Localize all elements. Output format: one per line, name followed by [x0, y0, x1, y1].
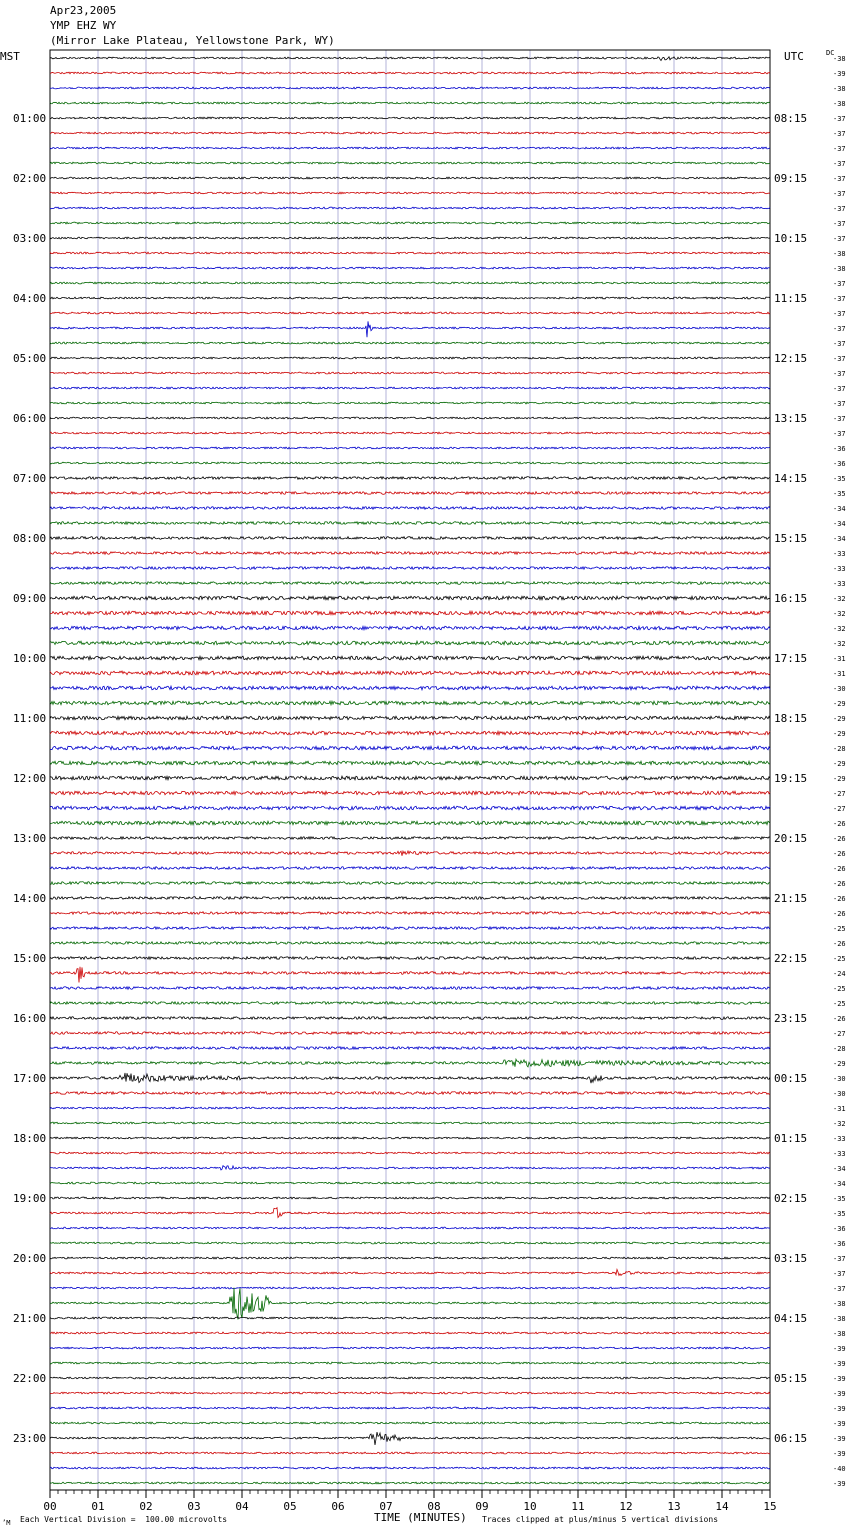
utc-hour-label: 13:15 [774, 412, 808, 425]
utc-hour-label: 14:15 [774, 472, 808, 485]
dc-offset-label: -26 [833, 910, 846, 918]
utc-hour-label: 01:15 [774, 1132, 808, 1145]
dc-offset-label: -26 [833, 865, 846, 873]
dc-offset-label: -39 [833, 1375, 846, 1383]
trace-89 [50, 1392, 770, 1394]
dc-offset-label: -39 [833, 1420, 846, 1428]
utc-hour-label: 17:15 [774, 652, 808, 665]
trace-17 [50, 312, 770, 314]
dc-offset-label: -25 [833, 985, 846, 993]
trace-92 [50, 1432, 770, 1445]
mst-hour-label: 17:00 [13, 1072, 47, 1085]
dc-offset-label: -28 [833, 1045, 846, 1053]
dc-offset-label: -35 [833, 1195, 846, 1203]
trace-80 [50, 1257, 770, 1259]
trace-9 [50, 192, 770, 194]
dc-offset-label: -37 [833, 430, 846, 438]
dc-offset-label: -35 [833, 475, 846, 483]
dc-offset-label: -37 [833, 340, 846, 348]
dc-offset-label: -39 [833, 1345, 846, 1353]
mst-hour-label: 08:00 [13, 532, 47, 545]
dc-offset-label: -33 [833, 1135, 846, 1143]
mst-hour-label: 04:00 [13, 292, 47, 305]
trace-94 [50, 1467, 770, 1469]
dc-offset-label: -25 [833, 955, 846, 963]
dc-offset-label: -27 [833, 805, 846, 813]
dc-offset-label: -30 [833, 1090, 846, 1098]
mst-hour-label: 14:00 [13, 892, 47, 905]
trace-32 [50, 537, 770, 540]
x-tick-label: 12 [619, 1500, 633, 1513]
trace-4 [50, 117, 770, 119]
dc-offset-label: -26 [833, 940, 846, 948]
dc-offset-label: -37 [833, 160, 846, 168]
utc-hour-label: 02:15 [774, 1192, 808, 1205]
x-tick-label: 08 [427, 1500, 441, 1513]
trace-40 [50, 656, 770, 660]
trace-34 [50, 567, 770, 570]
trace-5 [50, 132, 770, 134]
dc-offset-label: -37 [833, 115, 846, 123]
utc-hour-label: 00:15 [774, 1072, 808, 1085]
dc-offset-label: -36 [833, 460, 846, 468]
dc-offset-label: -38 [833, 1300, 846, 1308]
trace-42 [50, 686, 770, 690]
trace-11 [50, 222, 770, 224]
dc-offset-label: -37 [833, 385, 846, 393]
dc-offset-label: -38 [833, 1315, 846, 1323]
mst-hour-label: 07:00 [13, 472, 47, 485]
trace-87 [50, 1362, 770, 1364]
dc-offset-label: -29 [833, 715, 846, 723]
x-tick-label: 07 [379, 1500, 393, 1513]
dc-offset-label: -36 [833, 1225, 846, 1233]
trace-43 [50, 701, 770, 705]
dc-offset-label: -37 [833, 130, 846, 138]
left-timezone-label: MST [0, 50, 20, 63]
x-tick-label: 04 [235, 1500, 249, 1513]
trace-60 [50, 957, 770, 960]
trace-35 [50, 582, 770, 585]
trace-21 [50, 372, 770, 374]
trace-68 [50, 1073, 770, 1083]
trace-73 [50, 1152, 770, 1154]
x-tick-label: 11 [571, 1500, 585, 1513]
dc-offset-label: -37 [833, 355, 846, 363]
trace-27 [50, 462, 770, 464]
trace-82 [50, 1287, 770, 1289]
dc-offset-label: -37 [833, 280, 846, 288]
trace-64 [50, 1017, 770, 1020]
dc-offset-label: -35 [833, 1210, 846, 1218]
dc-offset-label: -38 [833, 85, 846, 93]
dc-offset-label: -34 [833, 1180, 846, 1188]
trace-18 [50, 321, 770, 337]
dc-offset-label: -29 [833, 730, 846, 738]
dc-offset-label: -32 [833, 640, 846, 648]
trace-81 [50, 1270, 770, 1276]
dc-offset-label: -31 [833, 670, 846, 678]
trace-67 [50, 1059, 770, 1067]
trace-6 [50, 147, 770, 149]
trace-62 [50, 987, 770, 990]
station-date: Apr23,2005 [50, 4, 117, 17]
trace-59 [50, 942, 770, 945]
trace-31 [50, 522, 770, 525]
trace-29 [50, 492, 770, 495]
trace-91 [50, 1422, 770, 1424]
dc-offset-label: -27 [833, 1030, 846, 1038]
plot-frame [50, 50, 770, 1490]
trace-22 [50, 387, 770, 389]
trace-46 [50, 746, 770, 750]
x-tick-label: 05 [283, 1500, 297, 1513]
dc-offset-label: -34 [833, 520, 846, 528]
trace-10 [50, 207, 770, 209]
dc-offset-label: -37 [833, 415, 846, 423]
trace-45 [50, 731, 770, 735]
trace-55 [50, 882, 770, 885]
dc-offset-label: -30 [833, 1075, 846, 1083]
dc-offset-label: -31 [833, 1105, 846, 1113]
trace-70 [50, 1107, 770, 1109]
x-tick-label: 13 [667, 1500, 681, 1513]
dc-offset-label: -25 [833, 925, 846, 933]
trace-52 [50, 837, 770, 840]
trace-25 [50, 432, 770, 434]
mst-hour-label: 18:00 [13, 1132, 47, 1145]
trace-95 [50, 1482, 770, 1484]
dc-offset-label: -40 [833, 1465, 846, 1473]
trace-37 [50, 611, 770, 615]
dc-offset-label: -39 [833, 1435, 846, 1443]
dc-offset-label: -36 [833, 445, 846, 453]
dc-offset-label: -39 [833, 1480, 846, 1488]
x-axis-title: TIME (MINUTES) [374, 1511, 467, 1524]
trace-7 [50, 162, 770, 164]
mst-hour-label: 09:00 [13, 592, 47, 605]
trace-20 [50, 357, 770, 359]
dc-offset-label: -37 [833, 190, 846, 198]
mst-hour-label: 22:00 [13, 1372, 47, 1385]
dc-offset-label: -34 [833, 1165, 846, 1173]
dc-offset-label: -24 [833, 970, 846, 978]
trace-84 [50, 1317, 770, 1319]
utc-hour-label: 22:15 [774, 952, 808, 965]
trace-1 [50, 72, 770, 74]
dc-offset-label: -37 [833, 235, 846, 243]
trace-57 [50, 912, 770, 915]
mst-hour-label: 10:00 [13, 652, 47, 665]
trace-15 [50, 282, 770, 284]
utc-hour-label: 20:15 [774, 832, 808, 845]
corner-mark: ’M [2, 1519, 11, 1527]
trace-65 [50, 1032, 770, 1035]
dc-offset-label: -37 [833, 205, 846, 213]
trace-77 [50, 1208, 770, 1218]
mst-hour-label: 12:00 [13, 772, 47, 785]
dc-offset-label: -39 [833, 70, 846, 78]
trace-76 [50, 1197, 770, 1199]
trace-75 [50, 1182, 770, 1184]
mst-hour-label: 05:00 [13, 352, 47, 365]
utc-hour-label: 15:15 [774, 532, 808, 545]
trace-85 [50, 1332, 770, 1334]
x-tick-label: 02 [139, 1500, 153, 1513]
x-tick-label: 10 [523, 1500, 537, 1513]
mst-hour-label: 13:00 [13, 832, 47, 845]
trace-30 [50, 507, 770, 510]
trace-36 [50, 596, 770, 600]
dc-offset-label: -33 [833, 565, 846, 573]
trace-50 [50, 806, 770, 810]
dc-offset-label: -34 [833, 505, 846, 513]
trace-16 [50, 297, 770, 299]
mst-hour-label: 03:00 [13, 232, 47, 245]
utc-hour-label: 12:15 [774, 352, 808, 365]
utc-hour-label: 19:15 [774, 772, 808, 785]
trace-79 [50, 1242, 770, 1244]
mst-hour-label: 06:00 [13, 412, 47, 425]
station-code: YMP EHZ WY [50, 19, 117, 32]
trace-39 [50, 641, 770, 645]
trace-41 [50, 671, 770, 675]
trace-71 [50, 1122, 770, 1124]
clipping-note: Traces clipped at plus/minus 5 vertical divisions [482, 1515, 719, 1524]
mst-hour-label: 19:00 [13, 1192, 47, 1205]
trace-33 [50, 552, 770, 555]
trace-28 [50, 477, 770, 480]
trace-74 [50, 1166, 770, 1170]
trace-23 [50, 402, 770, 404]
trace-90 [50, 1407, 770, 1409]
trace-69 [50, 1092, 770, 1095]
dc-offset-label: -33 [833, 1150, 846, 1158]
utc-hour-label: 10:15 [774, 232, 808, 245]
trace-12 [50, 237, 770, 239]
trace-38 [50, 626, 770, 630]
dc-offset-label: -29 [833, 1060, 846, 1068]
dc-offset-label: -32 [833, 610, 846, 618]
mst-hour-label: 16:00 [13, 1012, 47, 1025]
trace-26 [50, 447, 770, 449]
trace-61 [50, 967, 770, 983]
trace-44 [50, 716, 770, 720]
x-tick-label: 00 [43, 1500, 57, 1513]
dc-offset-label: -37 [833, 220, 846, 228]
mst-hour-label: 21:00 [13, 1312, 47, 1325]
dc-offset-label: -26 [833, 835, 846, 843]
dc-offset-label: -29 [833, 760, 846, 768]
dc-offset-label: -37 [833, 400, 846, 408]
scale-note: Each Vertical Division = 100.00 microvolts [20, 1515, 228, 1524]
dc-offset-label: -37 [833, 145, 846, 153]
dc-offset-label: -25 [833, 1000, 846, 1008]
dc-offset-label: -38 [833, 1330, 846, 1338]
dc-offset-label: -26 [833, 880, 846, 888]
dc-offset-label: -35 [833, 490, 846, 498]
utc-hour-label: 05:15 [774, 1372, 808, 1385]
trace-83 [50, 1288, 770, 1320]
dc-offset-label: -39 [833, 1360, 846, 1368]
utc-hour-label: 06:15 [774, 1432, 808, 1445]
trace-53 [50, 851, 770, 856]
dc-offset-label: -32 [833, 595, 846, 603]
dc-offset-label: -38 [833, 55, 846, 63]
dc-offset-label: -39 [833, 1405, 846, 1413]
x-tick-label: 14 [715, 1500, 729, 1513]
trace-24 [50, 417, 770, 419]
x-tick-label: 03 [187, 1500, 201, 1513]
trace-58 [50, 927, 770, 930]
dc-offset-label: -26 [833, 850, 846, 858]
utc-hour-label: 03:15 [774, 1252, 808, 1265]
x-tick-label: 06 [331, 1500, 345, 1513]
dc-offset-label: -39 [833, 1390, 846, 1398]
dc-offset-label: -32 [833, 625, 846, 633]
utc-hour-label: 09:15 [774, 172, 808, 185]
dc-offset-label: -39 [833, 1450, 846, 1458]
dc-offset-label: -37 [833, 1255, 846, 1263]
dc-offset-label: -30 [833, 685, 846, 693]
trace-47 [50, 761, 770, 765]
utc-hour-label: 21:15 [774, 892, 808, 905]
dc-offset-label: -37 [833, 1285, 846, 1293]
trace-54 [50, 867, 770, 870]
utc-hour-label: 04:15 [774, 1312, 808, 1325]
dc-offset-label: -37 [833, 295, 846, 303]
trace-3 [50, 102, 770, 104]
utc-hour-label: 16:15 [774, 592, 808, 605]
trace-93 [50, 1452, 770, 1454]
x-tick-label: 15 [763, 1500, 777, 1513]
utc-hour-label: 18:15 [774, 712, 808, 725]
dc-offset-label: -31 [833, 655, 846, 663]
mst-hour-label: 23:00 [13, 1432, 47, 1445]
dc-offset-label: -29 [833, 775, 846, 783]
mst-hour-label: 11:00 [13, 712, 47, 725]
trace-8 [50, 177, 770, 179]
dc-offset-label: -38 [833, 250, 846, 258]
dc-offset-label: -37 [833, 325, 846, 333]
mst-hour-label: 02:00 [13, 172, 47, 185]
trace-49 [50, 791, 770, 795]
dc-offset-label: -34 [833, 535, 846, 543]
dc-offset-header: DC [826, 49, 835, 57]
utc-hour-label: 08:15 [774, 112, 808, 125]
trace-88 [50, 1377, 770, 1379]
x-tick-label: 09 [475, 1500, 489, 1513]
utc-hour-label: 11:15 [774, 292, 808, 305]
dc-offset-label: -28 [833, 745, 846, 753]
trace-51 [50, 821, 770, 825]
trace-78 [50, 1227, 770, 1229]
dc-offset-label: -37 [833, 370, 846, 378]
trace-56 [50, 897, 770, 900]
utc-hour-label: 23:15 [774, 1012, 808, 1025]
dc-offset-label: -27 [833, 790, 846, 798]
trace-13 [50, 252, 770, 254]
dc-offset-label: -29 [833, 700, 846, 708]
trace-48 [50, 776, 770, 780]
trace-0 [50, 57, 770, 61]
dc-offset-label: -26 [833, 820, 846, 828]
dc-offset-label: -37 [833, 1270, 846, 1278]
dc-offset-label: -38 [833, 100, 846, 108]
x-tick-label: 01 [91, 1500, 105, 1513]
dc-offset-label: -37 [833, 175, 846, 183]
dc-offset-label: -33 [833, 580, 846, 588]
trace-72 [50, 1137, 770, 1139]
trace-63 [50, 1002, 770, 1005]
station-location: (Mirror Lake Plateau, Yellowstone Park, WY) [50, 34, 335, 47]
mst-hour-label: 01:00 [13, 112, 47, 125]
trace-66 [50, 1047, 770, 1050]
trace-14 [50, 267, 770, 269]
dc-offset-label: -37 [833, 310, 846, 318]
right-timezone-label: UTC [784, 50, 804, 63]
trace-19 [50, 342, 770, 344]
dc-offset-label: -32 [833, 1120, 846, 1128]
dc-offset-label: -26 [833, 895, 846, 903]
dc-offset-label: -36 [833, 1240, 846, 1248]
dc-offset-label: -33 [833, 550, 846, 558]
trace-86 [50, 1347, 770, 1349]
mst-hour-label: 20:00 [13, 1252, 47, 1265]
mst-hour-label: 15:00 [13, 952, 47, 965]
dc-offset-label: -38 [833, 265, 846, 273]
trace-2 [50, 87, 770, 89]
dc-offset-label: -26 [833, 1015, 846, 1023]
